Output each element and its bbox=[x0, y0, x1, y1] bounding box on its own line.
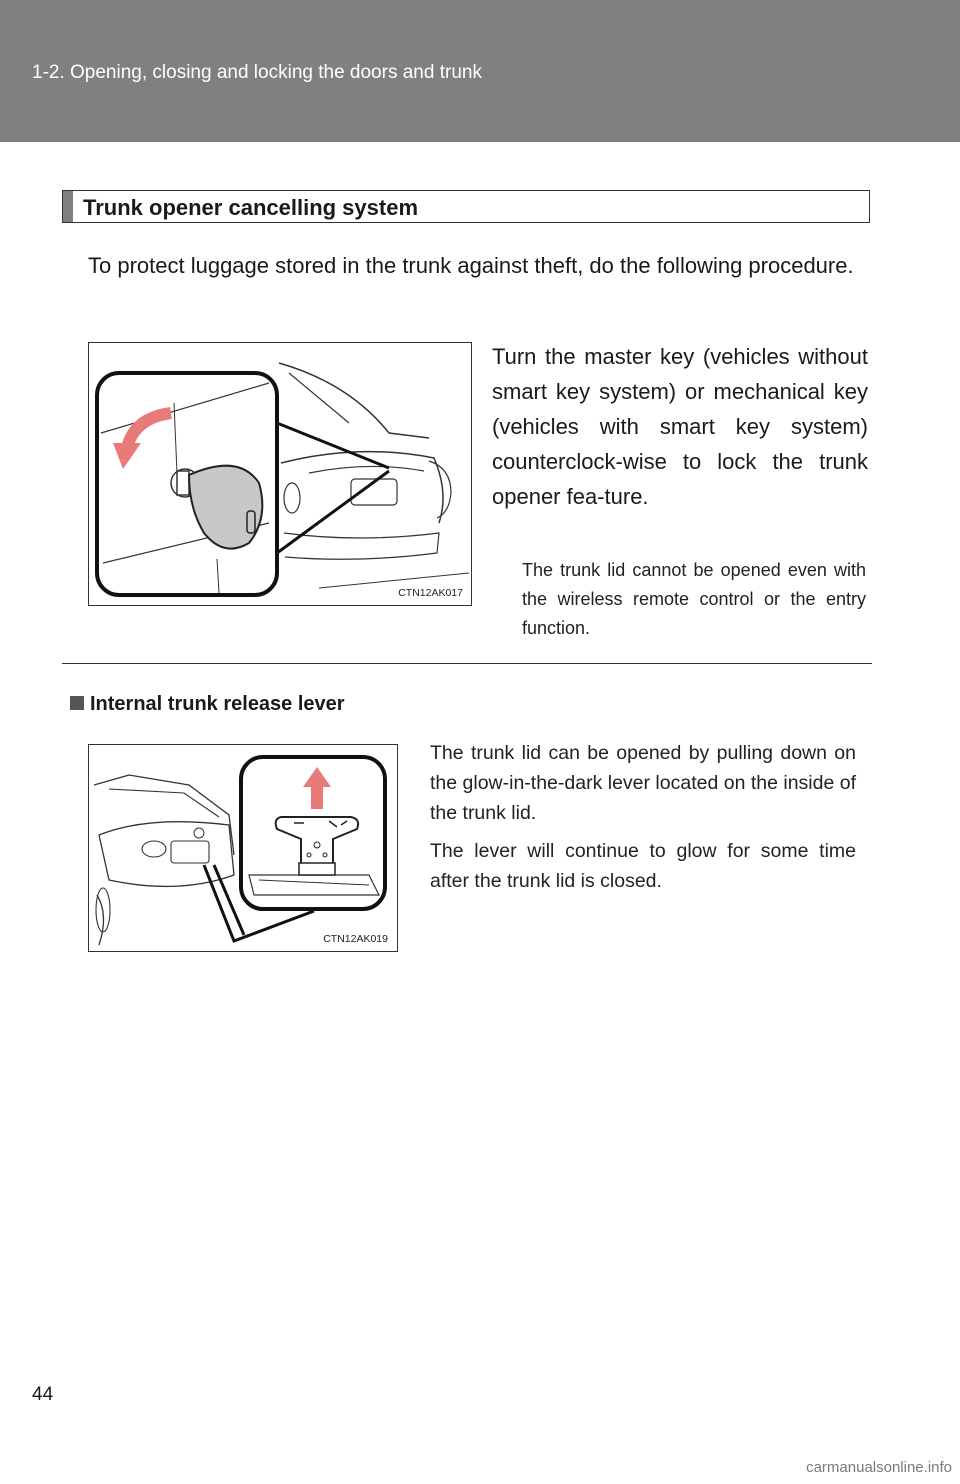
section-title-bar bbox=[63, 191, 73, 222]
figure-release-lever bbox=[88, 744, 398, 952]
step-instruction: Turn the master key (vehicles without smart key system) or mechanical key (vehicles with smart key system) counterclock-wise to lock the trunk opener fea-ture. bbox=[492, 344, 868, 509]
figure2-code: CTN12AK019 bbox=[323, 933, 388, 945]
page-number: 44 bbox=[32, 1384, 54, 1405]
key-turn-illustration bbox=[89, 343, 471, 605]
figure1-code: CTN12AK017 bbox=[398, 587, 463, 599]
section-title: Trunk opener cancelling system bbox=[83, 195, 419, 220]
lever-paragraph-2: The lever will continue to glow for some time after the trunk lid is closed. bbox=[430, 840, 856, 892]
page-header bbox=[0, 0, 960, 142]
subsection-title: Internal trunk release lever bbox=[90, 693, 345, 715]
intro-paragraph: To protect luggage stored in the trunk against theft, do the following procedure. bbox=[88, 253, 854, 278]
section-divider bbox=[62, 663, 872, 664]
step-note: The trunk lid cannot be opened even with the wireless remote control or the entry function. bbox=[522, 560, 866, 638]
figure-key-turn bbox=[88, 342, 472, 606]
subsection-heading bbox=[70, 693, 345, 716]
header-section-title: 1-2. Opening, closing and locking the doors and trunk bbox=[32, 62, 482, 83]
section-title-box bbox=[62, 190, 870, 223]
release-lever-illustration bbox=[89, 745, 397, 951]
square-bullet-icon bbox=[70, 696, 84, 710]
watermark: carmanualsonline.info bbox=[806, 1459, 952, 1476]
lever-paragraph-1: The trunk lid can be opened by pulling down on the glow-in-the-dark lever located on the inside of the trunk lid. bbox=[430, 742, 856, 824]
